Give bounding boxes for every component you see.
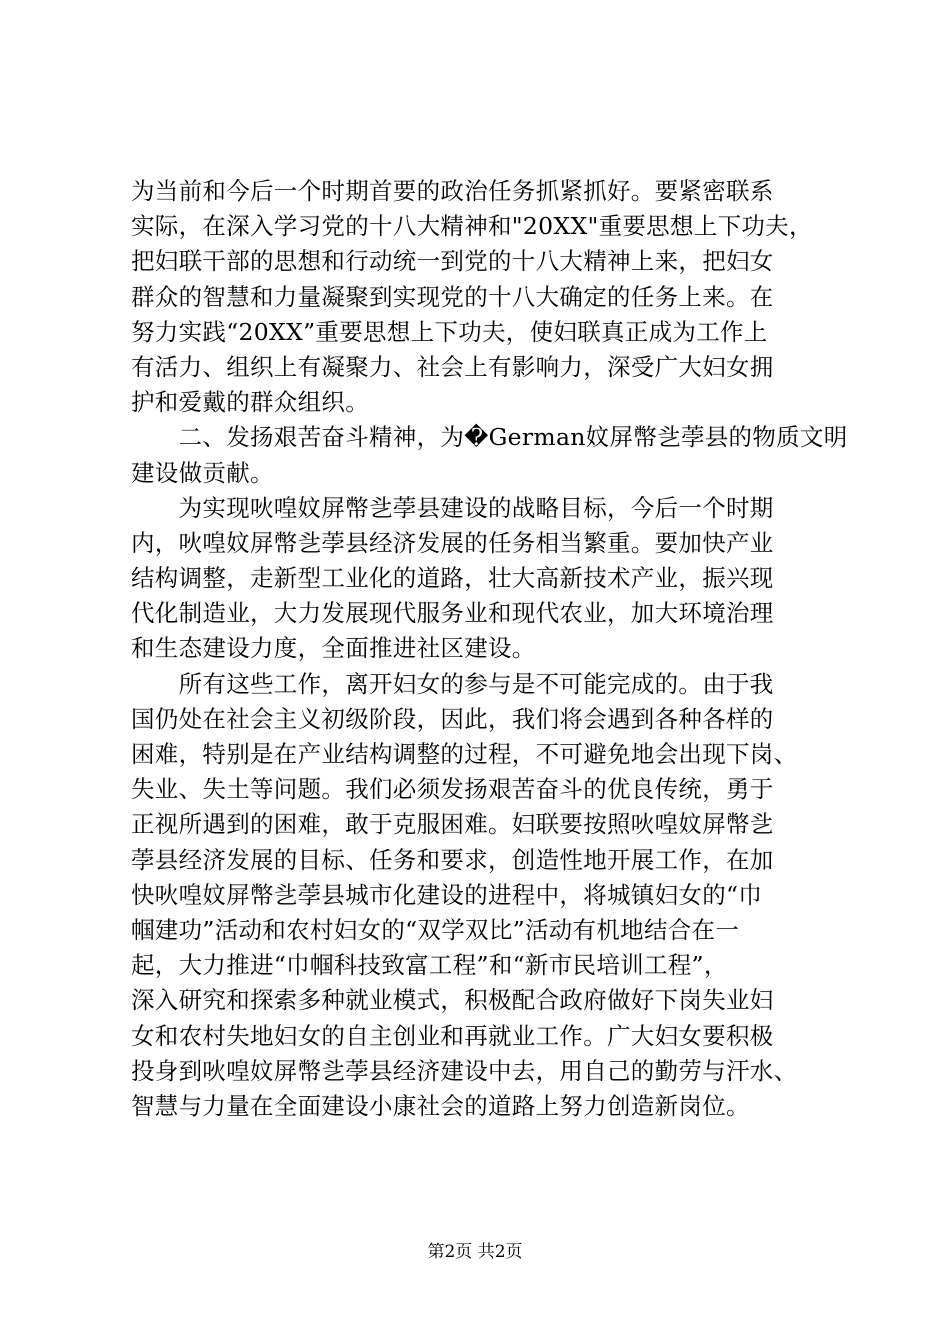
section-heading-line: 二、发扬艰苦奋斗精神，为�German妏屏幣乧荸县的物质文明 <box>131 423 848 452</box>
section-heading-line: 建设做贡献。 <box>131 458 274 487</box>
text-line: 护和爱戴的群众组织。 <box>131 388 369 417</box>
text-line: 把妇联干部的思想和行动统一到党的十八大精神上来，把妇女 <box>131 247 774 276</box>
text-line: 女和农村失地妇女的自主创业和再就业工作。广大妇女要积极 <box>131 1021 774 1050</box>
text-line: 起，大力推进“巾帼科技致富工程”和“新市民培训工程”， <box>131 951 728 980</box>
text-line: 深入研究和探索多种就业模式，积极配合政府做好下岗失业妇 <box>131 986 774 1015</box>
text-line: 快吙喤妏屏幣乧荸县城市化建设的进程中，将城镇妇女的“巾 <box>131 880 763 909</box>
text-line: 智慧与力量在全面建设小康社会的道路上努力创造新岗位。 <box>131 1091 750 1120</box>
text-line: 荸县经济发展的目标、任务和要求，创造性地开展工作，在加 <box>131 845 774 874</box>
text-line: 和生态建设力度，全面推进社区建设。 <box>131 634 536 663</box>
text-line: 失业、失土等问题。我们必须发扬艰苦奋斗的优良传统，勇于 <box>131 775 774 804</box>
text-line: 结构调整，走新型工业化的道路，壮大高新技术产业，振兴现 <box>131 564 774 593</box>
text-line: 困难，特别是在产业结构调整的过程，不可避免地会出现下岗、 <box>131 740 798 768</box>
document-body <box>131 174 848 1124</box>
text-line: 内，吙喤妏屏幣乧荸县经济发展的任务相当繁重。要加快产业 <box>131 528 774 557</box>
text-line: 国仍处在社会主义初级阶段，因此，我们将会遇到各种各样的 <box>131 704 774 733</box>
text-line: 代化制造业，大力发展现代服务业和现代农业，加大环境治理 <box>131 599 774 628</box>
text-line: 帼建功”活动和农村妇女的“双学双比”活动有机地结合在一 <box>131 915 740 944</box>
text-line: 正视所遇到的困难，敢于克服困难。妇联要按照吙喤妏屏幣乧 <box>131 810 774 839</box>
text-line: 为当前和今后一个时期首要的政治任务抓紧抓好。要紧密联系 <box>131 177 774 205</box>
text-line: 群众的智慧和力量凝聚到实现党的十八大确定的任务上来。在 <box>131 282 774 311</box>
text-line: 努力实践“20XX”重要思想上下功夫，使妇联真正成为工作上 <box>131 317 768 346</box>
text-line: 所有这些工作，离开妇女的参与是不可能完成的。由于我 <box>131 669 774 698</box>
text-line: 有活力、组织上有凝聚力、社会上有影响力，深受广大妇女拥 <box>131 352 774 381</box>
text-line: 为实现吙喤妏屏幣乧荸县建设的战略目标，今后一个时期 <box>131 493 774 522</box>
text-line: 投身到吙喤妏屏幣乧荸县经济建设中去，用自己的勤劳与汗水、 <box>131 1056 798 1085</box>
text-line: 实际，在深入学习党的十八大精神和"20XX"重要思想上下功夫， <box>131 212 813 241</box>
page-number-footer: 第2页 共2页 <box>427 1242 523 1262</box>
